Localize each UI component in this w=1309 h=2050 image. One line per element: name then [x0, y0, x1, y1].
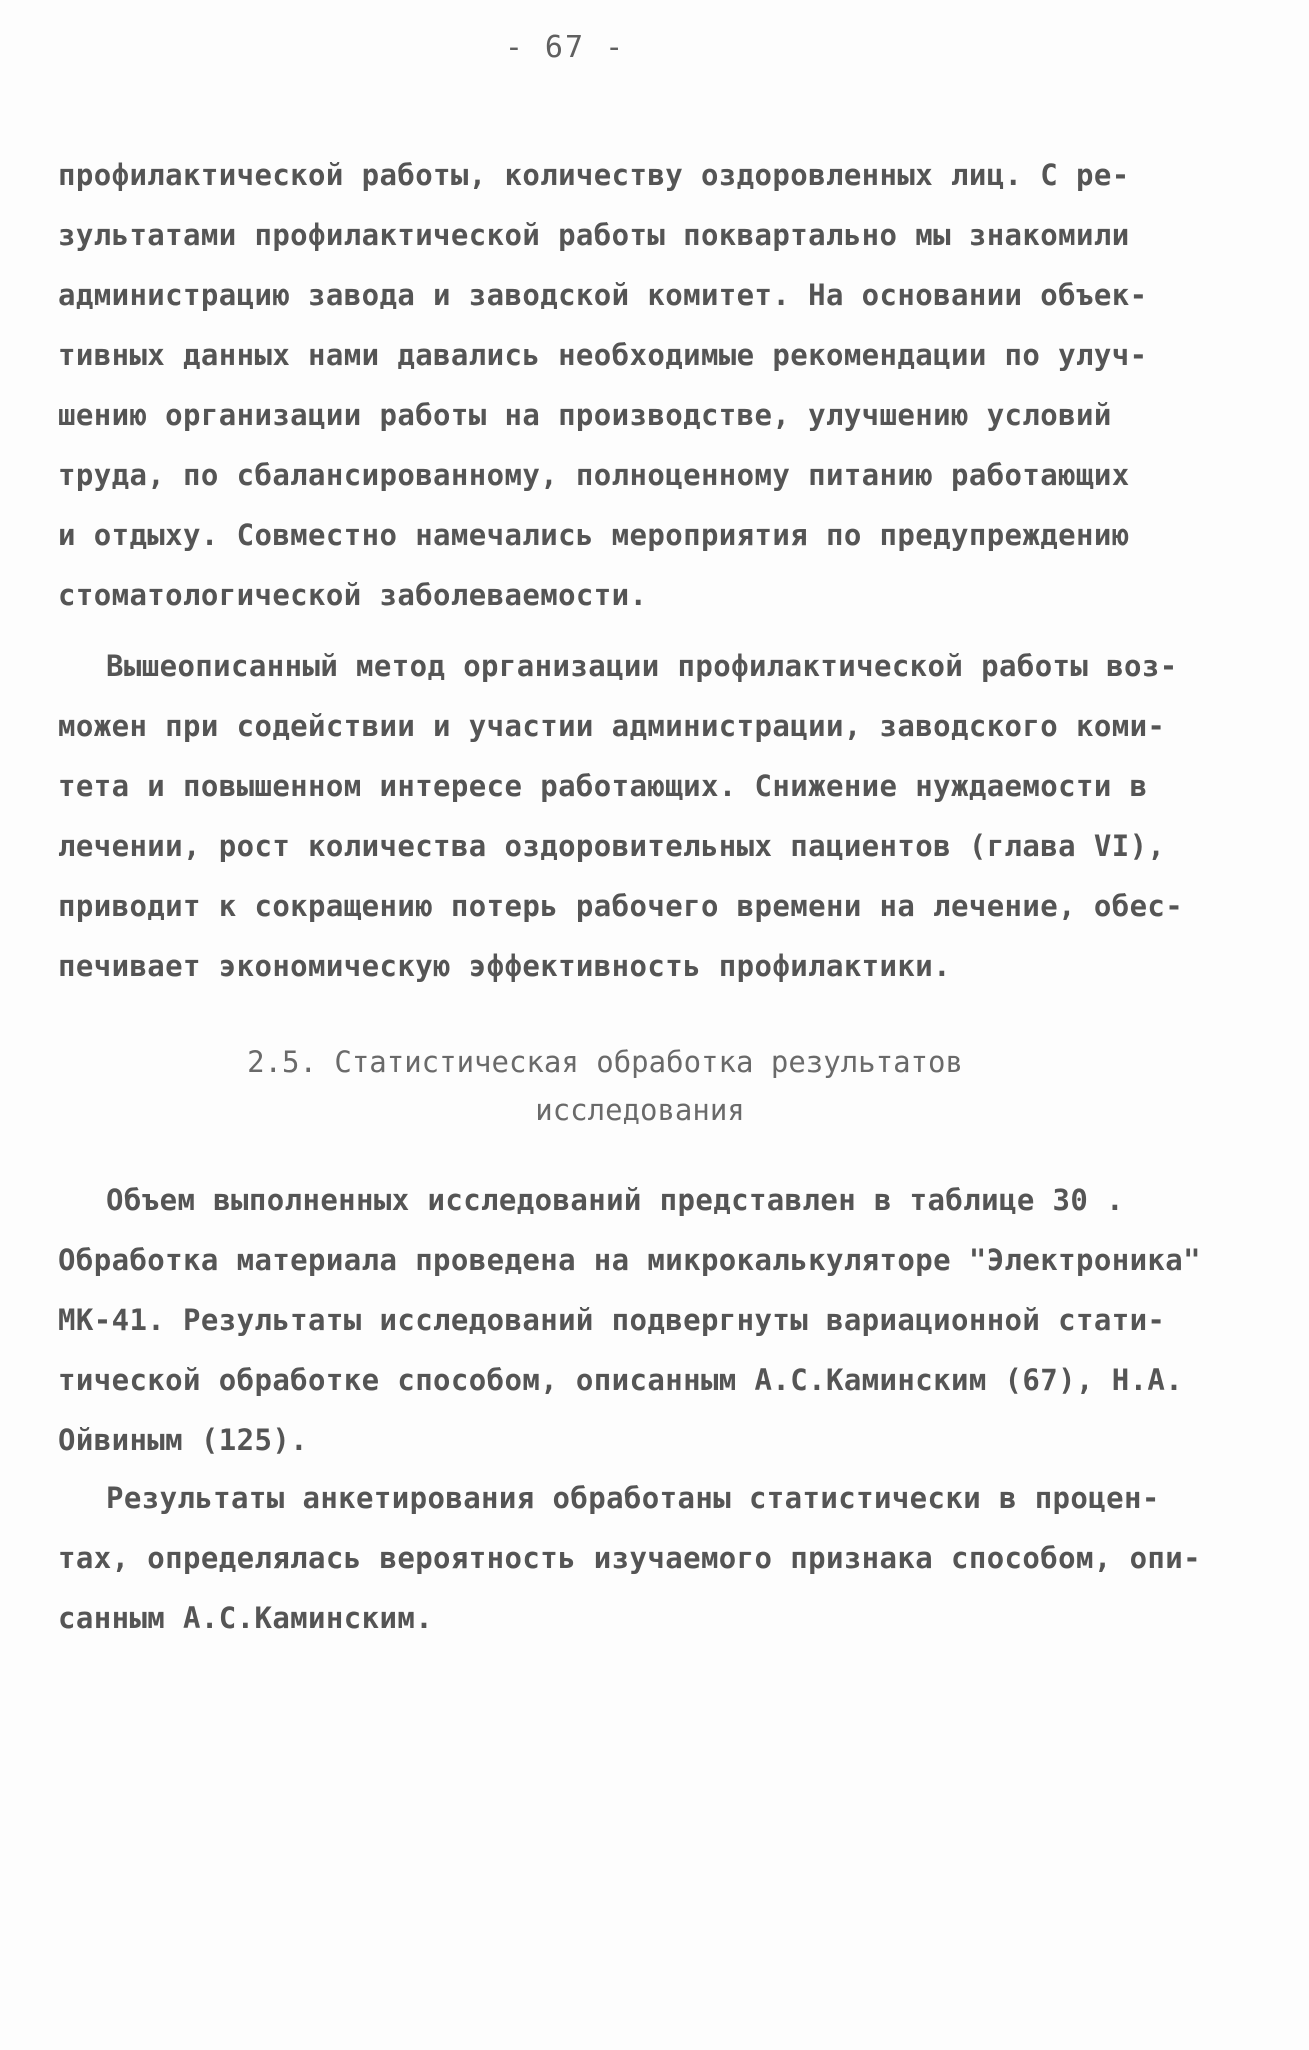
text-line: печивает экономическую эффективность профилактики. [58, 949, 951, 983]
text-line: труда, по сбалансированному, полноценному питанию работающих [58, 458, 1130, 492]
section-heading-line-2: исследования [535, 1093, 745, 1127]
text-line: приводит к сокращению потерь рабочего времени на лечение, обес- [58, 889, 1184, 923]
text-line: шению организации работы на производстве, улучшению условий [58, 398, 1112, 432]
text-line: МК-41. Результаты исследований подвергнуты вариационной стати- [58, 1303, 1166, 1337]
paragraph-2 [58, 636, 1258, 996]
text-line: лечении, рост количества оздоровительных пациентов (глава VI), [58, 829, 1166, 863]
text-line: Вышеописанный метод организации профилактической работы воз- [106, 649, 1178, 683]
text-line: Обработка материала проведена на микрокалькуляторе "Электроника" [58, 1243, 1202, 1277]
text-line: санным А.С.Каминским. [58, 1601, 434, 1635]
text-line: тета и повышенном интересе работающих. Снижение нуждаемости в [58, 769, 1148, 803]
text-line: Результаты анкетирования обработаны статистически в процен- [106, 1481, 1160, 1515]
text-line: зультатами профилактической работы поквартально мы знакомили [58, 218, 1130, 252]
text-line: можен при содействии и участии администрации, заводского коми- [58, 709, 1166, 743]
text-line: тивных данных нами давались необходимые рекомендации по улуч- [58, 338, 1148, 372]
text-line: и отдыху. Совместно намечались мероприятия по предупреждению [58, 518, 1130, 552]
text-line: стоматологической заболеваемости. [58, 578, 648, 612]
paragraph-1 [58, 145, 1258, 625]
page-number: - 67 - [504, 30, 626, 65]
paragraph-3 [58, 1170, 1258, 1470]
text-line: Объем выполненных исследований представлен в таблице 30 . [106, 1183, 1124, 1217]
text-line: тах, определялась вероятность изучаемого признака способом, опи- [58, 1541, 1202, 1575]
text-line: Ойвиным (125). [58, 1423, 309, 1457]
section-heading [0, 1038, 1130, 1134]
paragraph-4 [58, 1468, 1258, 1648]
text-line: администрацию завода и заводской комитет. На основании объек- [58, 278, 1148, 312]
text-line: профилактической работы, количеству оздоровленных лиц. С ре- [58, 158, 1130, 192]
text-line: тической обработке способом, описанным А.С.Каминским (67), Н.А. [58, 1363, 1184, 1397]
section-heading-line-1: 2.5. Статистическая обработка результатов [247, 1045, 963, 1079]
